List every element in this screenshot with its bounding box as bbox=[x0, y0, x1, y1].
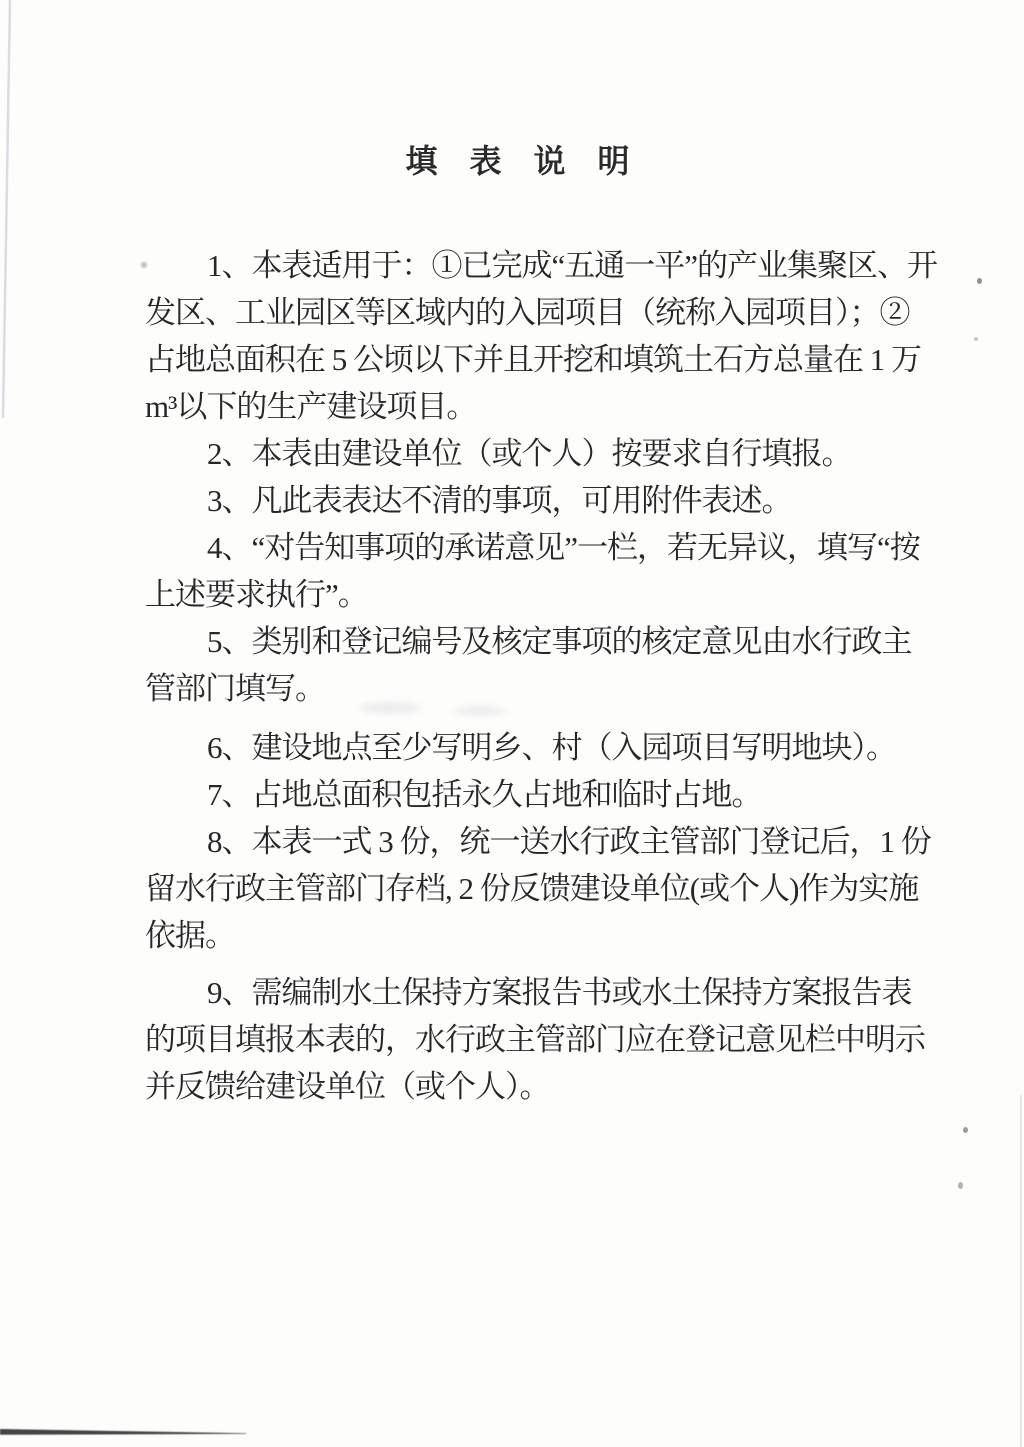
instruction-item bbox=[145, 724, 896, 771]
scan-line-bottom bbox=[0, 1420, 260, 1440]
text-line: 3、凡此表表达不清的事项，可用附件表述。 bbox=[207, 483, 792, 518]
instructions-list bbox=[145, 242, 938, 1110]
text-line: 上述要求执行”。 bbox=[145, 577, 368, 612]
instruction-item bbox=[145, 242, 938, 430]
text-line: 5、类别和登记编号及核定事项的核定意见由水行政主 bbox=[207, 624, 912, 659]
scan-edge-line-left bbox=[0, 0, 20, 420]
instruction-item bbox=[145, 430, 890, 477]
scan-speck bbox=[141, 262, 147, 268]
scan-speck bbox=[963, 1127, 968, 1133]
text-line: 发区、工业园区等区域内的入园项目（统称入园项目）；② bbox=[145, 295, 910, 330]
instruction-item bbox=[145, 477, 890, 524]
text-line: 依据。 bbox=[145, 918, 235, 953]
scan-edge-line-right bbox=[1020, 1095, 1022, 1447]
scan-speck bbox=[958, 1182, 963, 1189]
text-line: 并反馈给建设单位（或个人）。 bbox=[145, 1069, 550, 1104]
instruction-item bbox=[145, 818, 931, 959]
instruction-item bbox=[145, 618, 912, 712]
text-line: 8、本表一式 3 份，统一送水行政主管部门登记后，1 份 bbox=[207, 824, 931, 859]
instruction-item bbox=[145, 524, 920, 618]
scan-speck bbox=[977, 278, 982, 284]
scan-smudge bbox=[360, 702, 420, 714]
text-line: 占地总面积在 5 公顷以下并且开挖和填筑土石方总量在 1 万 bbox=[145, 342, 921, 377]
instruction-item bbox=[145, 969, 925, 1110]
scan-speck bbox=[974, 337, 978, 341]
text-line: 1、本表适用于：①已完成“五通一平”的产业集聚区、开 bbox=[207, 248, 938, 283]
text-line: 的项目填报本表的，水行政主管部门应在登记意见栏中明示 bbox=[145, 1022, 925, 1057]
text-line: 6、建设地点至少写明乡、村（入园项目写明地块）。 bbox=[207, 730, 896, 765]
text-line: m³以下的生产建设项目。 bbox=[145, 389, 477, 424]
text-line: 2、本表由建设单位（或个人）按要求自行填报。 bbox=[207, 436, 852, 471]
text-line: 9、需编制水土保持方案报告书或水土保持方案报告表 bbox=[207, 975, 912, 1010]
scan-smudge bbox=[455, 706, 505, 716]
document-content bbox=[145, 136, 938, 1110]
text-line: 4、“对告知事项的承诺意见”一栏，若无异议，填写“按 bbox=[207, 530, 920, 565]
text-line: 留水行政主管部门存档, 2 份反馈建设单位(或个人)作为实施 bbox=[145, 871, 919, 906]
page-title: 填 表 说 明 bbox=[405, 143, 630, 179]
instruction-item bbox=[145, 771, 890, 818]
text-line: 7、占地总面积包括永久占地和临时占地。 bbox=[207, 777, 762, 812]
text-line: 管部门填写。 bbox=[145, 671, 325, 706]
